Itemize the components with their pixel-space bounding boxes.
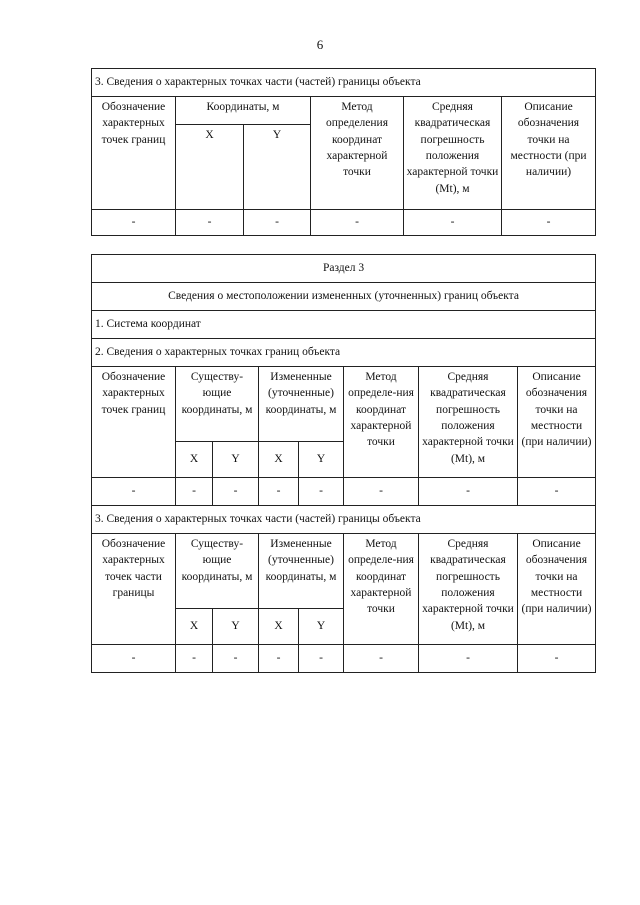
cell: - <box>176 645 213 673</box>
header-y: Y <box>213 609 259 645</box>
part3-title: 3. Сведения о характерных точках части (частей) границы объекта <box>92 506 596 534</box>
header-method: Метод определе-ния координат характерной точки <box>344 367 419 478</box>
cell: - <box>404 210 502 236</box>
header-designation: Обозначение характерных точек границ <box>92 97 176 210</box>
cell: - <box>176 210 244 236</box>
header-changed-coords: Измененные (уточненные) координаты, м <box>259 534 344 609</box>
table-row <box>92 210 596 236</box>
header-designation: Обозначение характерных точек границ <box>92 367 176 478</box>
header-designation: Обозначение характерных точек части границы <box>92 534 176 645</box>
cell: - <box>419 478 518 506</box>
cell: - <box>176 478 213 506</box>
header-error: Средняя квадратическая погрешность положения характерной точки (Mt), м <box>419 367 518 478</box>
cell: - <box>344 645 419 673</box>
header-error: Средняя квадратическая погрешность положения характерной точки (Mt), м <box>404 97 502 210</box>
section-subtitle: Сведения о местоположении измененных (уточненных) границ объекта <box>92 283 596 311</box>
cell: - <box>344 478 419 506</box>
cell: - <box>92 210 176 236</box>
header-x: X <box>259 609 299 645</box>
part2-title: 2. Сведения о характерных точках границ объекта <box>92 339 596 367</box>
cell: - <box>502 210 596 236</box>
header-error: Средняя квадратическая погрешность положения характерной точки (Mt), м <box>419 534 518 645</box>
header-y: Y <box>213 442 259 478</box>
header-y: Y <box>299 442 344 478</box>
part-boundary-points-table <box>91 68 596 236</box>
cell: - <box>518 478 596 506</box>
cell: - <box>311 210 404 236</box>
cell: - <box>92 478 176 506</box>
cell: - <box>213 478 259 506</box>
section-title: Раздел 3 <box>92 255 596 283</box>
header-x: X <box>259 442 299 478</box>
header-description: Описание обозначения точки на местности (при наличии) <box>518 534 596 645</box>
header-x: X <box>176 125 244 210</box>
header-y: Y <box>299 609 344 645</box>
header-x: X <box>176 609 213 645</box>
coordinate-system: 1. Система координат <box>92 311 596 339</box>
cell: - <box>259 478 299 506</box>
cell: - <box>259 645 299 673</box>
header-x: X <box>176 442 213 478</box>
header-coordinates: Координаты, м <box>176 97 311 125</box>
header-changed-coords: Измененные (уточненные) координаты, м <box>259 367 344 442</box>
header-method: Метод определе-ния координат характерной точки <box>344 534 419 645</box>
cell: - <box>299 645 344 673</box>
page-number: 6 <box>316 37 324 52</box>
header-y: Y <box>244 125 311 210</box>
table-title: 3. Сведения о характерных точках части (частей) границы объекта <box>92 69 596 97</box>
header-existing-coords: Существу-ющие координаты, м <box>176 534 259 609</box>
cell: - <box>244 210 311 236</box>
table-row <box>92 478 596 506</box>
table-row <box>92 645 596 673</box>
header-existing-coords: Существу-ющие координаты, м <box>176 367 259 442</box>
header-method: Метод определения координат характерной точки <box>311 97 404 210</box>
cell: - <box>92 645 176 673</box>
section3-table <box>91 254 596 673</box>
header-description: Описание обозначения точки на местности (при наличии) <box>518 367 596 478</box>
header-description: Описание обозначения точки на местности (при наличии) <box>502 97 596 210</box>
cell: - <box>213 645 259 673</box>
cell: - <box>419 645 518 673</box>
cell: - <box>518 645 596 673</box>
cell: - <box>299 478 344 506</box>
